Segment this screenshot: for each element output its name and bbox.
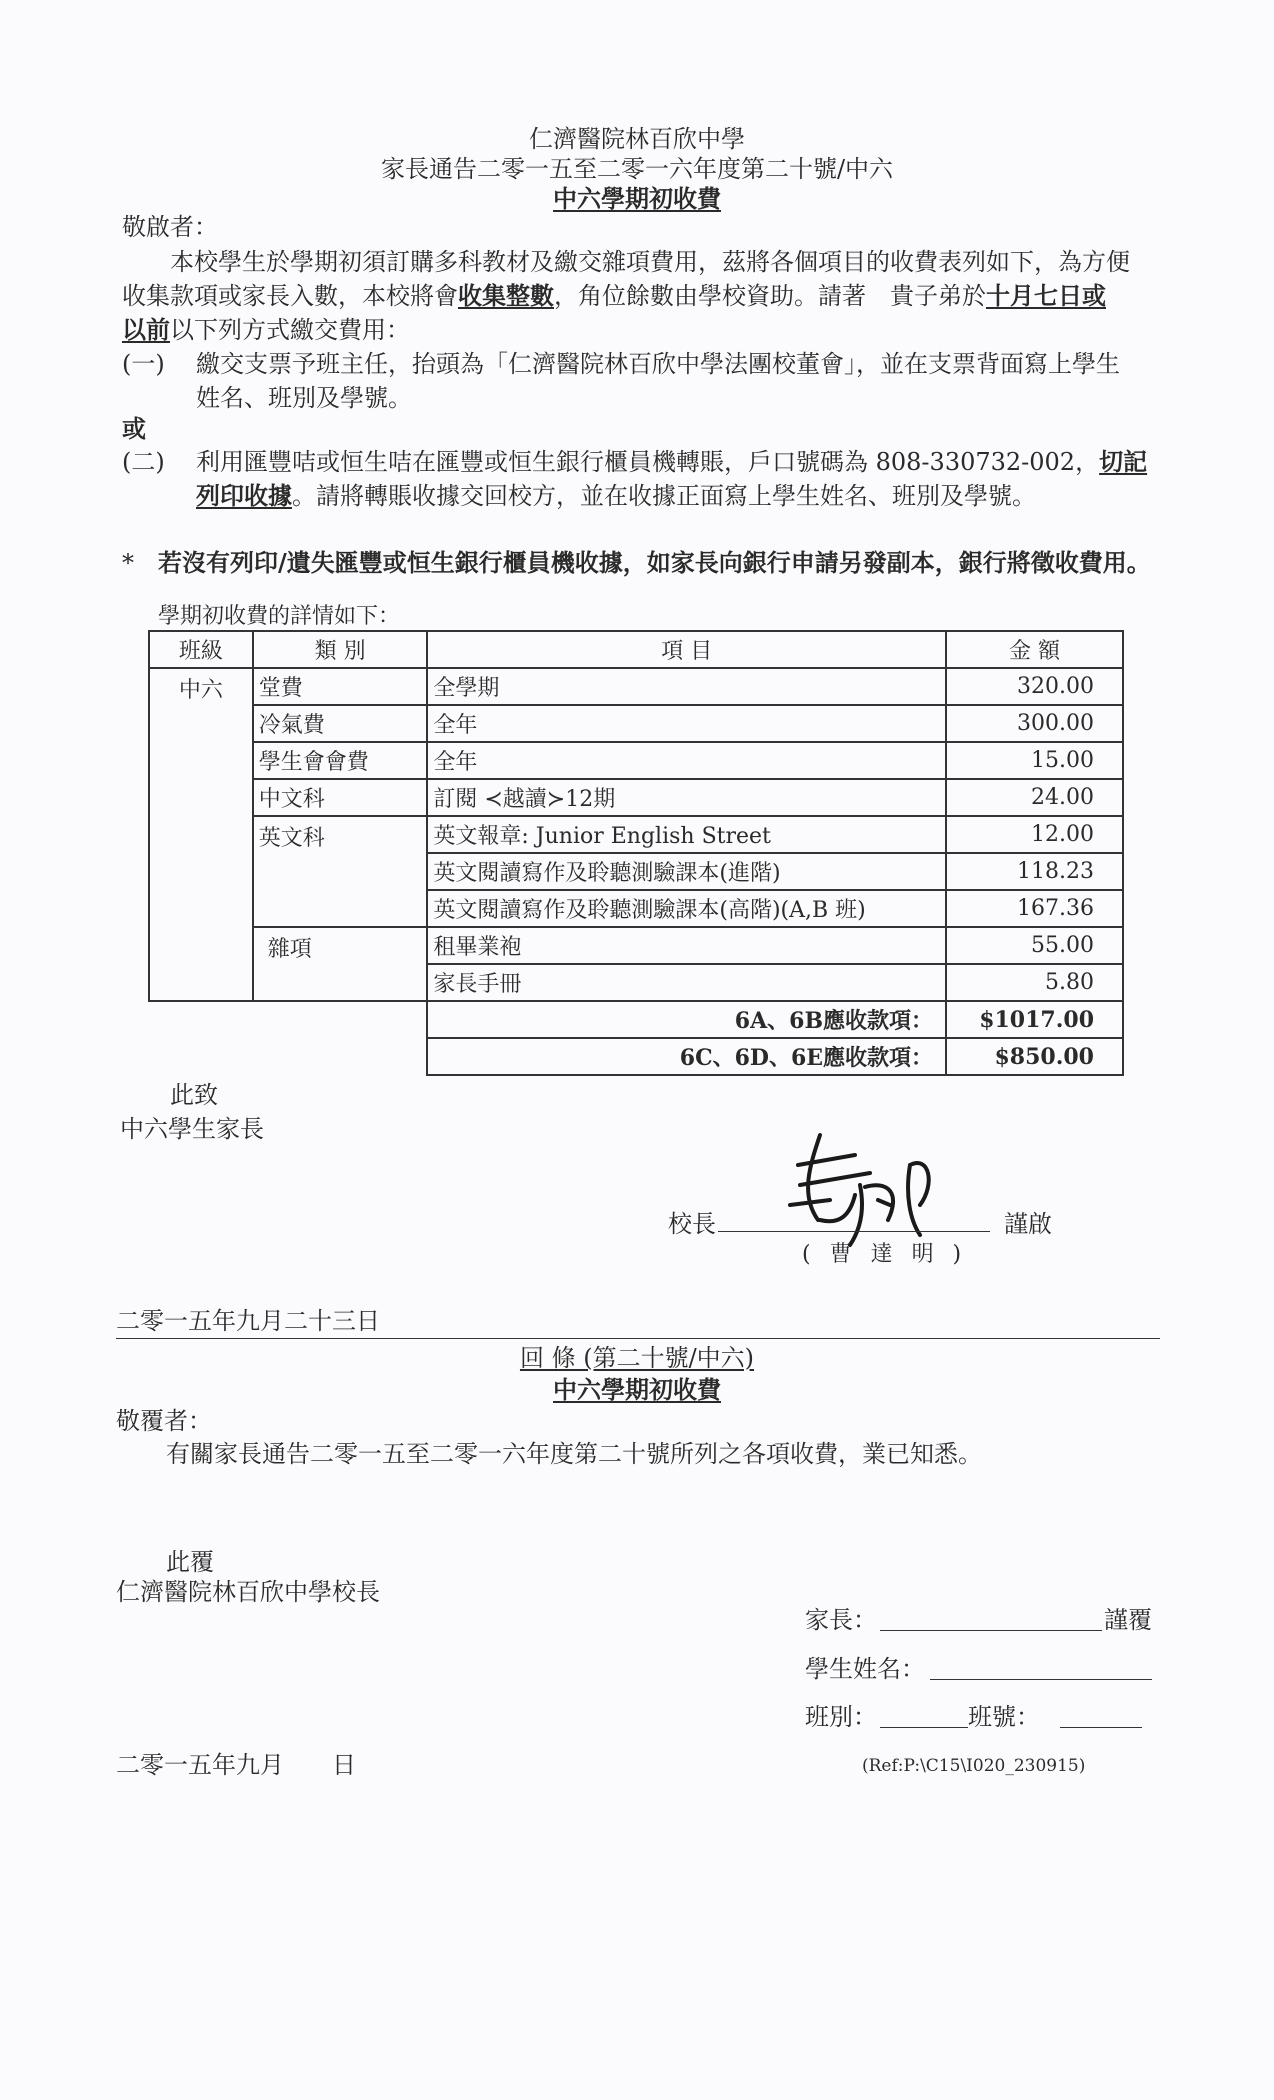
reply-title: 回 條 (第二十號/中六) bbox=[519, 1344, 755, 1372]
item-cell: 全年 bbox=[427, 742, 946, 779]
item-cell: 租畢業袍 bbox=[427, 927, 946, 964]
option-2-line-2 bbox=[196, 479, 1036, 513]
option-1-label: (一) bbox=[122, 350, 165, 378]
warning-text: 若沒有列印/遺失匯豐或恒生銀行櫃員機收據，如家長向銀行申請另發副本，銀行將徵收費用。 bbox=[158, 548, 1151, 577]
paragraph-line-2 bbox=[122, 279, 1172, 313]
student-name-field[interactable] bbox=[930, 1679, 1152, 1680]
reply-to-1: 此覆 bbox=[166, 1548, 214, 1576]
class-label: 班別： bbox=[805, 1703, 877, 1731]
amount-cell: 55.00 bbox=[946, 927, 1123, 964]
salutation: 敬啟者： bbox=[122, 213, 218, 241]
category-cell: 學生會會費 bbox=[253, 742, 428, 779]
total-label: 6C、6D、6E應收款項： bbox=[427, 1038, 946, 1075]
amount-cell: 24.00 bbox=[946, 779, 1123, 816]
header-category: 類 別 bbox=[253, 631, 428, 668]
paragraph-text: 以下列方式繳交費用： bbox=[170, 316, 410, 344]
amount-cell: 5.80 bbox=[946, 964, 1123, 1001]
paragraph-text: 利用匯豐咭或恒生咭在匯豐或恒生銀行櫃員機轉賬，戶口號碼為 808-330732-002， bbox=[196, 448, 1100, 476]
total-label: 6A、6B應收款項： bbox=[427, 1001, 946, 1038]
table-row bbox=[149, 779, 1123, 816]
item-cell: 全學期 bbox=[427, 668, 946, 705]
paragraph-line-3 bbox=[122, 313, 410, 347]
warning-star: * bbox=[122, 549, 134, 577]
amount-cell: 15.00 bbox=[946, 742, 1123, 779]
paragraph-line-1: 本校學生於學期初須訂購多科教材及繳交雜項費用，茲將各個項目的收費表列如下，為方便 bbox=[170, 248, 1130, 276]
amount-cell: 118.23 bbox=[946, 853, 1123, 890]
amount-cell: 300.00 bbox=[946, 705, 1123, 742]
parent-sign-off: 謹覆 bbox=[1104, 1606, 1152, 1634]
item-cell: 全年 bbox=[427, 705, 946, 742]
option-1-line-1: 繳交支票予班主任，抬頭為「仁濟醫院林百欣中學法團校董會」，並在支票背面寫上學生 bbox=[196, 350, 1120, 378]
paragraph-text: 。請將轉賬收據交回校方，並在收據正面寫上學生姓名、班別及學號。 bbox=[292, 482, 1036, 510]
fee-table bbox=[148, 630, 1124, 1076]
reply-subtitle: 中六學期初收費 bbox=[553, 1375, 721, 1404]
amount-cell: 167.36 bbox=[946, 890, 1123, 927]
due-date: 十月七日或 bbox=[986, 281, 1106, 310]
notice-reference: 家長通告二零一五至二零一六年度第二十號/中六 bbox=[380, 155, 894, 183]
school-name: 仁濟醫院林百欣中學 bbox=[529, 125, 745, 153]
paragraph-text: ，角位餘數由學校資助。請著 貴子弟於 bbox=[554, 282, 986, 310]
principal-signature-line bbox=[718, 1231, 990, 1232]
category-cell: 雜項 bbox=[253, 927, 428, 1001]
emphasis-remember: 切記 bbox=[1099, 447, 1148, 476]
total-amount: $850.00 bbox=[946, 1038, 1123, 1075]
total-row bbox=[149, 1001, 1123, 1038]
category-cell: 冷氣費 bbox=[253, 705, 428, 742]
item-cell: 家長手冊 bbox=[427, 964, 946, 1001]
student-number-label: 班號： bbox=[968, 1703, 1040, 1731]
notice-date: 二零一五年九月二十三日 bbox=[116, 1307, 380, 1335]
option-1-line-2: 姓名、班別及學號。 bbox=[196, 384, 412, 412]
class-cell: 中六 bbox=[149, 668, 253, 1001]
tear-off-divider bbox=[116, 1338, 1160, 1339]
principal-sign-off: 謹啟 bbox=[1004, 1210, 1052, 1238]
or-label: 或 bbox=[122, 414, 146, 443]
table-row bbox=[149, 705, 1123, 742]
category-cell: 英文科 bbox=[253, 816, 428, 927]
closing-to-2: 中六學生家長 bbox=[120, 1115, 264, 1143]
amount-cell: 12.00 bbox=[946, 816, 1123, 853]
emphasis-round-sum: 收集整數 bbox=[458, 281, 554, 310]
parent-signature-field[interactable] bbox=[880, 1630, 1102, 1631]
header-item: 項 目 bbox=[427, 631, 946, 668]
option-2-line-1 bbox=[196, 445, 1147, 479]
category-cell: 堂費 bbox=[253, 668, 428, 705]
table-row bbox=[149, 927, 1123, 964]
amount-cell: 320.00 bbox=[946, 668, 1123, 705]
notice-title: 中六學期初收費 bbox=[553, 184, 721, 213]
principal-label: 校長 bbox=[668, 1210, 716, 1238]
reference-code: (Ref:P:\C15\I020_230915) bbox=[862, 1756, 1086, 1776]
principal-signature bbox=[760, 1125, 960, 1255]
table-header-row bbox=[149, 631, 1123, 668]
reply-to-2: 仁濟醫院林百欣中學校長 bbox=[116, 1578, 380, 1606]
table-row bbox=[149, 668, 1123, 705]
fee-table-caption: 學期初收費的詳情如下： bbox=[158, 604, 401, 629]
class-field[interactable] bbox=[880, 1727, 968, 1728]
option-2-label: (二) bbox=[122, 448, 165, 476]
parent-label: 家長： bbox=[805, 1606, 877, 1634]
paragraph-text: 收集款項或家長入數，本校將會 bbox=[122, 282, 458, 310]
header-amount: 金 額 bbox=[946, 631, 1123, 668]
header-class: 班級 bbox=[149, 631, 253, 668]
student-number-field[interactable] bbox=[1060, 1727, 1142, 1728]
total-amount: $1017.00 bbox=[946, 1001, 1123, 1038]
item-cell: 訂閱 ≺越讀≻12期 bbox=[427, 779, 946, 816]
reply-date: 二零一五年九月 日 bbox=[116, 1751, 356, 1779]
item-cell: 英文閱讀寫作及聆聽測驗課本(高階)(A,B 班) bbox=[427, 890, 946, 927]
item-cell: 英文報章: Junior English Street bbox=[427, 816, 946, 853]
table-row bbox=[149, 816, 1123, 853]
reply-salutation: 敬覆者： bbox=[116, 1407, 212, 1435]
principal-name: ( 曹 達 明 ) bbox=[802, 1242, 968, 1267]
due-date-cont: 以前 bbox=[122, 315, 170, 344]
category-cell: 中文科 bbox=[253, 779, 428, 816]
reply-text: 有關家長通告二零一五至二零一六年度第二十號所列之各項收費，業已知悉。 bbox=[166, 1440, 982, 1468]
total-row bbox=[149, 1038, 1123, 1075]
emphasis-print-receipt: 列印收據 bbox=[196, 481, 292, 510]
closing-to-1: 此致 bbox=[170, 1081, 218, 1109]
table-row bbox=[149, 742, 1123, 779]
student-name-label: 學生姓名： bbox=[805, 1655, 925, 1683]
item-cell: 英文閱讀寫作及聆聽測驗課本(進階) bbox=[427, 853, 946, 890]
